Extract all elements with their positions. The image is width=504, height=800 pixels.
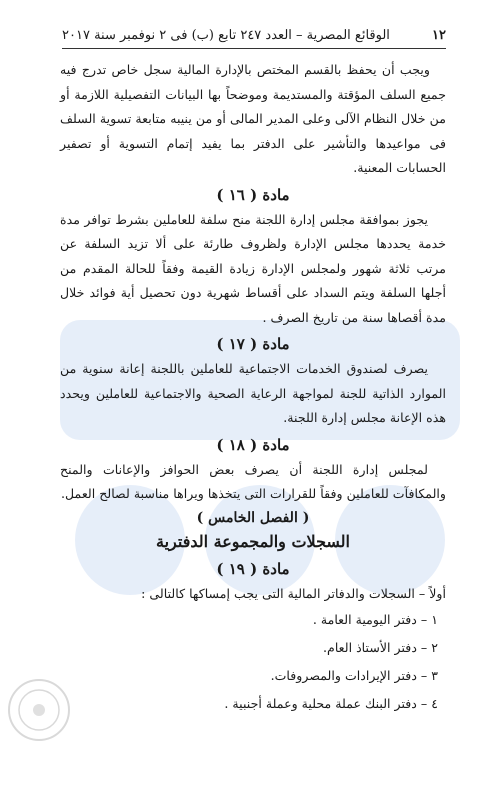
article-18-heading: مادة ( ١٨ ) (216, 435, 290, 454)
article-19-intro: أولاً – السجلات والدفاتر المالية التى يجب إمساكها كالتالى : (141, 585, 446, 601)
article-19-heading: مادة ( ١٩ ) (216, 559, 290, 578)
publication-title: الوقائع المصرية – العدد ٢٤٧ تابع (ب) فى ٢ نوفمبر سنة ٢٠١٧ (62, 27, 390, 43)
article-18-text: لمجلس إدارة اللجنة أن يصرف بعض الحوافز والإعانات والمنح والمكافآت للعاملين وفقاً للقرارات التى يتخذها ويراها مناسبة لصالح العمل. (60, 461, 446, 501)
list-item: ٣ – دفتر الإيرادات والمصروفات. (270, 668, 438, 683)
page-number: ١٢ (432, 27, 446, 43)
article-16-text: يجوز بموافقة مجلس إدارة اللجنة منح سلفة للعاملين بشرط توافر مدة خدمة يحددها مجلس الإدارة ولظروف طارئة على ألا تزيد السلفة عن مرتب ثلاثة شهور ولمجلس الإدارة زيادة القيمة وفقاً للحالة المقدم من أجلها السلفة ويتم السداد على أقساط شهرية دون تحصيل أية فوائد خلال مدة أقصاها سنة من تاريخ الصرف . (60, 211, 446, 325)
page-header (62, 22, 446, 49)
article-17-heading: مادة ( ١٧ ) (216, 335, 290, 353)
list-item: ٢ – دفتر الأستاذ العام. (323, 640, 438, 655)
intro-paragraph: ويجب أن يحفظ بالقسم المختص بالإدارة المالية سجل خاص تدرج فيه جميع السلف المؤقتة والمستديمة وموضحاً بها البيانات التفصيلية اللازمة أو من خلال النظام الآلى وعلى المدير المالى أو من ينيبه متابعة تسوية السلف فى مواعيدها والتأشير على الدفتر بما يفيد إتمام التسوية أو تصفير الحسابات المعنية. (60, 62, 446, 175)
ledger-list (60, 606, 446, 718)
article-17-text: يصرف لصندوق الخدمات الاجتماعية للعاملين باللجنة إعانة سنوية من الموارد الذاتية للجنة لمواجهة الرعاية الصحية والاجتماعية للعاملين ويحدد هذه الإعانة مجلس إدارة اللجنة. (60, 361, 446, 425)
chapter-title: السجلات والمجموعة الدفترية (156, 531, 350, 551)
page-content (60, 58, 446, 718)
chapter-label: ( الفصل الخامس ) (196, 509, 310, 526)
article-16-heading: مادة ( ١٦ ) (216, 185, 290, 204)
list-item: ٤ – دفتر البنك عملة محلية وعملة أجنبية . (224, 696, 438, 711)
list-item: ١ – دفتر اليومية العامة . (312, 612, 438, 627)
